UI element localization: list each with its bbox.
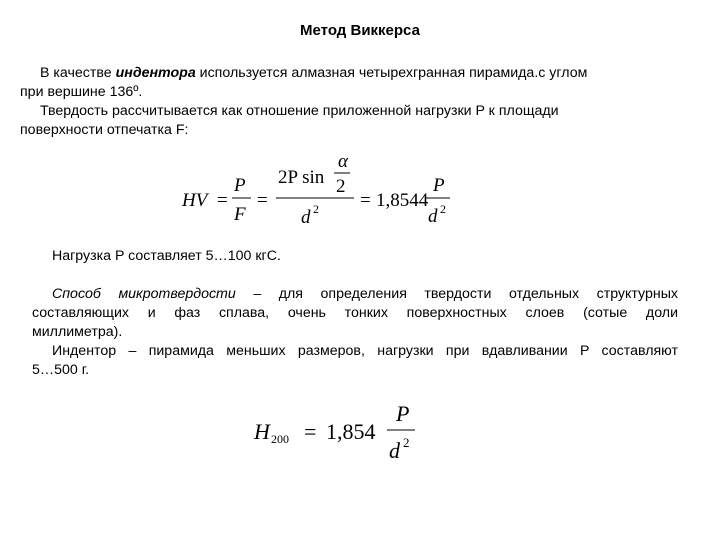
formula2-h: H bbox=[254, 419, 270, 444]
vickers-formula bbox=[170, 150, 470, 232]
micro-line-1 bbox=[32, 285, 678, 304]
formula2-eq: = bbox=[304, 419, 317, 444]
formula-alpha: α bbox=[338, 151, 348, 172]
slide-title: Метод Виккерса bbox=[300, 22, 420, 39]
intro-paragraph bbox=[20, 64, 670, 140]
microhardness-formula bbox=[250, 398, 440, 468]
formula-two: 2 bbox=[336, 176, 346, 197]
intro-line-3: Твердость рассчитывается как отношение приложенной нагрузки P к площади bbox=[40, 103, 559, 119]
formula2-p-num: P bbox=[396, 401, 410, 426]
formula-d-den-2: d bbox=[428, 206, 438, 227]
formula2-coef: 1,854 bbox=[326, 419, 376, 444]
micro-paragraph bbox=[32, 285, 678, 380]
micro-line-4: Индентор – пирамида меньших размеров, нагрузки при вдавливании P составляют bbox=[52, 343, 678, 359]
formula2-d-den: d bbox=[389, 438, 400, 463]
intro-line-2: при вершине 136º. bbox=[20, 84, 143, 100]
formula-d-den: d bbox=[301, 207, 311, 228]
formula-eq-2: = bbox=[257, 190, 268, 211]
indentor-term: индентора bbox=[115, 65, 196, 81]
intro-line-1-suffix: используется алмазная четырехгранная пирамида.с углом bbox=[195, 65, 588, 81]
formula-p-num-2: P bbox=[433, 175, 445, 196]
formula-2p-sin: 2P sin bbox=[278, 167, 325, 188]
microhardness-term: Способ микротвердости bbox=[52, 286, 236, 302]
formula-p-num: P bbox=[234, 175, 246, 196]
micro-line-5: 5…500 г. bbox=[32, 362, 90, 378]
formula-d-square: 2 bbox=[313, 202, 319, 216]
formula2-subscript: 200 bbox=[271, 432, 289, 446]
micro-line-1-rest: – для определения твердости отдельных структурных bbox=[235, 286, 678, 302]
formula2-d-square: 2 bbox=[403, 435, 410, 450]
formula-eq-3: = bbox=[360, 190, 371, 211]
formula-eq-1: = bbox=[217, 190, 228, 211]
intro-line-4: поверхности отпечатка F: bbox=[20, 122, 189, 138]
micro-line-3: миллиметра). bbox=[32, 324, 123, 340]
formula-d-square-2: 2 bbox=[440, 202, 446, 216]
intro-line-1 bbox=[20, 64, 670, 83]
formula-hv: HV bbox=[182, 190, 208, 211]
formula-f-den: F bbox=[234, 204, 246, 225]
intro-line-1-prefix: В качестве bbox=[40, 65, 116, 81]
micro-line-2: составляющих и фаз сплава, очень тонких поверхностных слоев (сотые доли bbox=[32, 305, 678, 321]
formula-coef: 1,8544 bbox=[376, 190, 429, 211]
load-note: Нагрузка P составляет 5…100 кгС. bbox=[52, 248, 281, 264]
